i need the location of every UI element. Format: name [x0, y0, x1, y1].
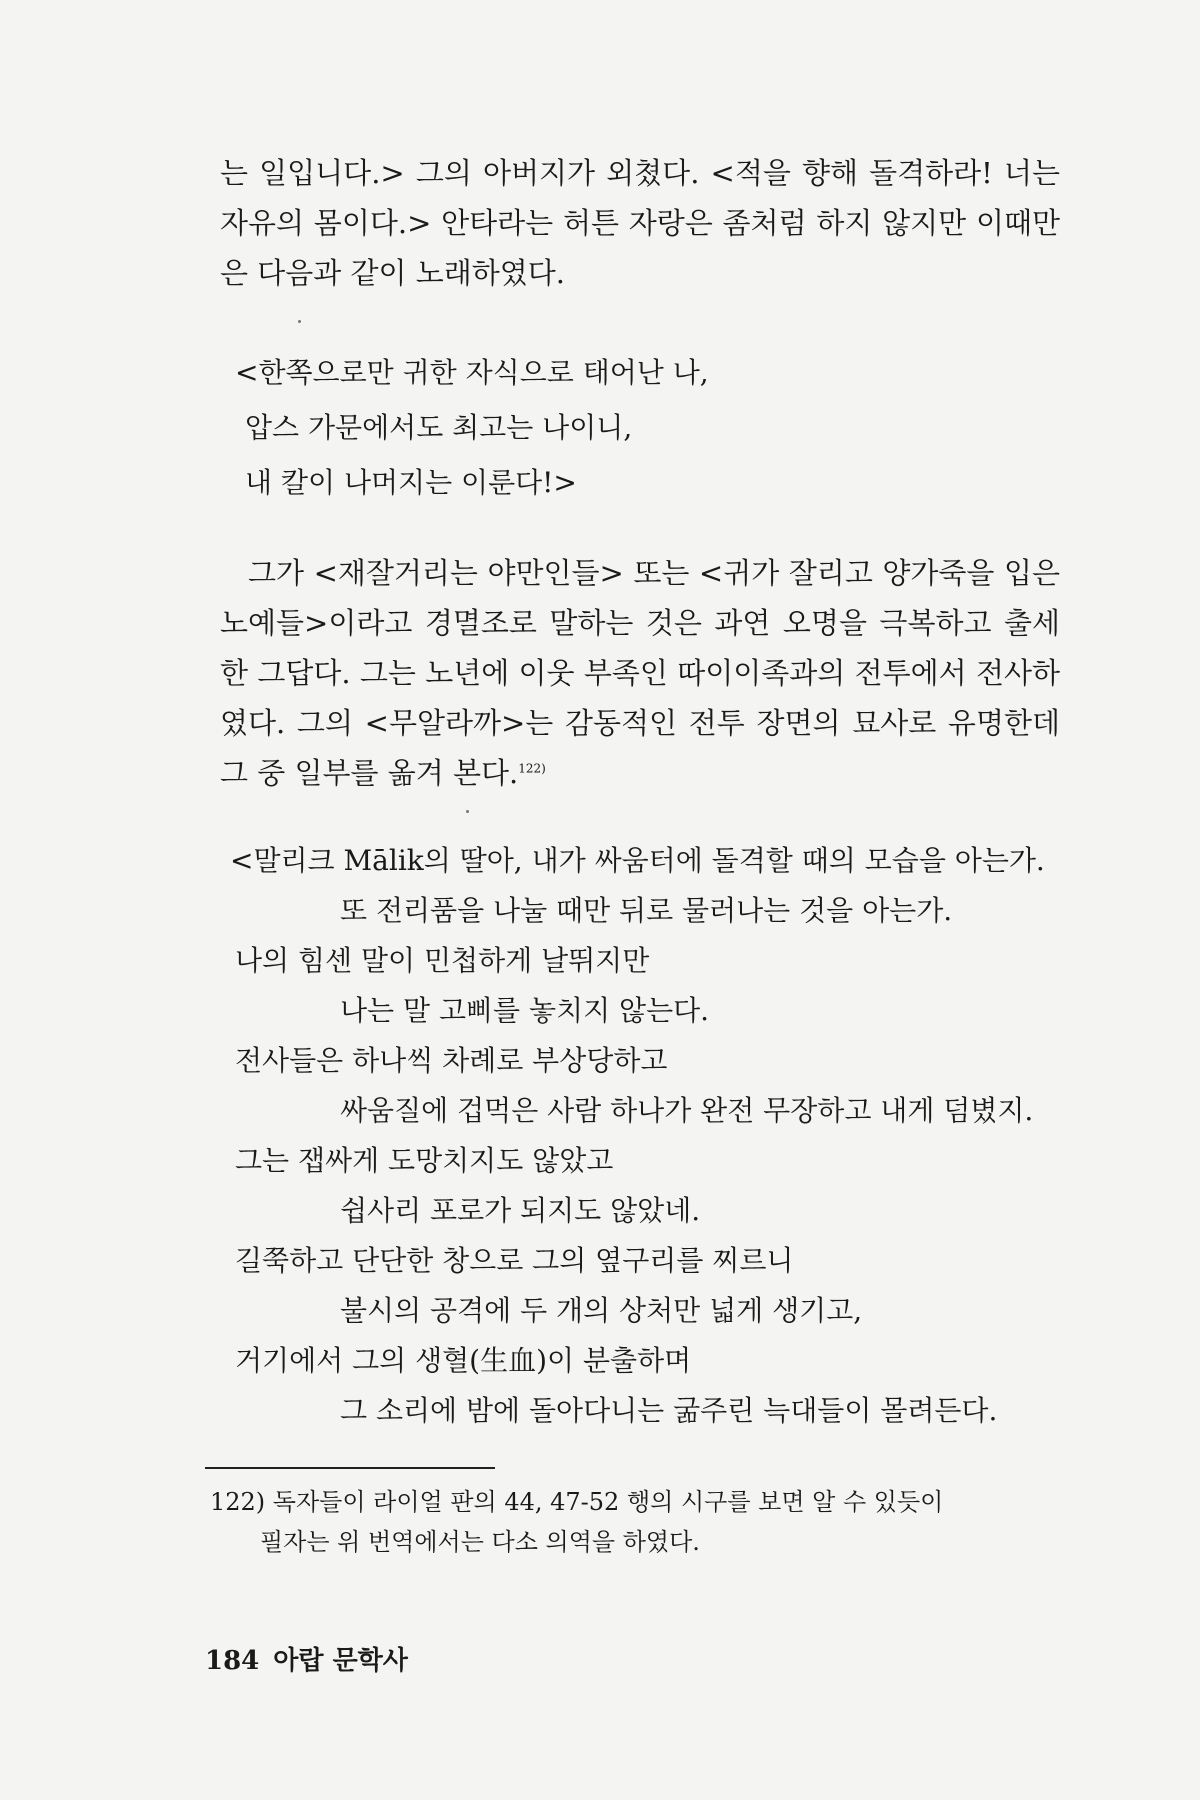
- verse-line: 불시의 공격에 두 개의 상처만 넓게 생기고,: [340, 1294, 863, 1327]
- verse-block-2: [230, 836, 1045, 1436]
- footnote-line: 122) 독자들이 라이얼 판의 44, 47-52 행의 시구를 보면 알 수 있듯이: [210, 1488, 944, 1516]
- verse-line: 길쭉하고 단단한 창으로 그의 옆구리를 찌르니: [235, 1244, 794, 1277]
- verse-line: 싸움질에 겁먹은 사람 하나가 완전 무장하고 내게 덤볐지.: [340, 1094, 1034, 1127]
- footnote-line: 필자는 위 번역에서는 다소 의역을 하였다.: [260, 1528, 700, 1556]
- book-title: 아랍 문학사: [273, 1646, 408, 1676]
- paragraph-text: 그가 <재잘거리는 야만인들> 또는 <귀가 잘리고 양가죽을 입은 노예들>이라고 경멸조로 말하는 것은 과연 오명을 극복하고 출세한 그답다. 그는 노년에 이웃 부족인 따이이족과의 전투에서 전사하였다. 그의 <무알라까>는 감동적인 전투 장면의 묘사로 유명한데 그 중 일부를 옮겨 본다.: [220, 556, 1060, 790]
- verse-line: 나의 힘센 말이 민첩하게 날뛰지만: [235, 944, 650, 977]
- verse-line: 또 전리품을 나눌 때만 뒤로 물러나는 것을 아는가.: [340, 894, 953, 927]
- footnote-reference[interactable]: 122): [518, 761, 546, 776]
- scan-speck: [298, 320, 301, 323]
- page-number: 184: [205, 1646, 260, 1676]
- footnote-divider: [205, 1467, 495, 1469]
- verse-block-1: [235, 345, 709, 510]
- verse-line: 쉽사리 포로가 되지도 않았네.: [340, 1194, 701, 1227]
- verse-line: 압스 가문에서도 최고는 나이니,: [245, 411, 633, 444]
- paragraph-text: 는 일입니다.> 그의 아버지가 외쳤다. <적을 향해 돌격하라! 너는 자유의 몸이다.> 안타라는 허튼 자랑은 좀처럼 하지 않지만 이때만은 다음과 같이 노래하였다.: [220, 156, 1060, 290]
- verse-line: 그는 잽싸게 도망치지도 않았고: [235, 1144, 614, 1177]
- body-paragraph-2: [220, 548, 1060, 798]
- verse-line: 나는 말 고삐를 놓치지 않는다.: [340, 994, 710, 1027]
- scan-speck: [466, 810, 469, 813]
- verse-line: 내 칼이 나머지는 이룬다!>: [245, 466, 577, 499]
- verse-line: 그 소리에 밤에 돌아다니는 굶주린 늑대들이 몰려든다.: [340, 1394, 998, 1427]
- footnote: [210, 1482, 1060, 1562]
- verse-line: <말리크 Mālik의 딸아, 내가 싸움터에 돌격할 때의 모습을 아는가.: [230, 844, 1045, 877]
- body-paragraph-1: [220, 148, 1060, 298]
- verse-line: 전사들은 하나씩 차례로 부상당하고: [235, 1044, 668, 1077]
- verse-line: 거기에서 그의 생혈(生血)이 분출하며: [235, 1344, 692, 1377]
- verse-line: <한쪽으로만 귀한 자식으로 태어난 나,: [235, 356, 709, 389]
- page-footer: [205, 1640, 408, 1677]
